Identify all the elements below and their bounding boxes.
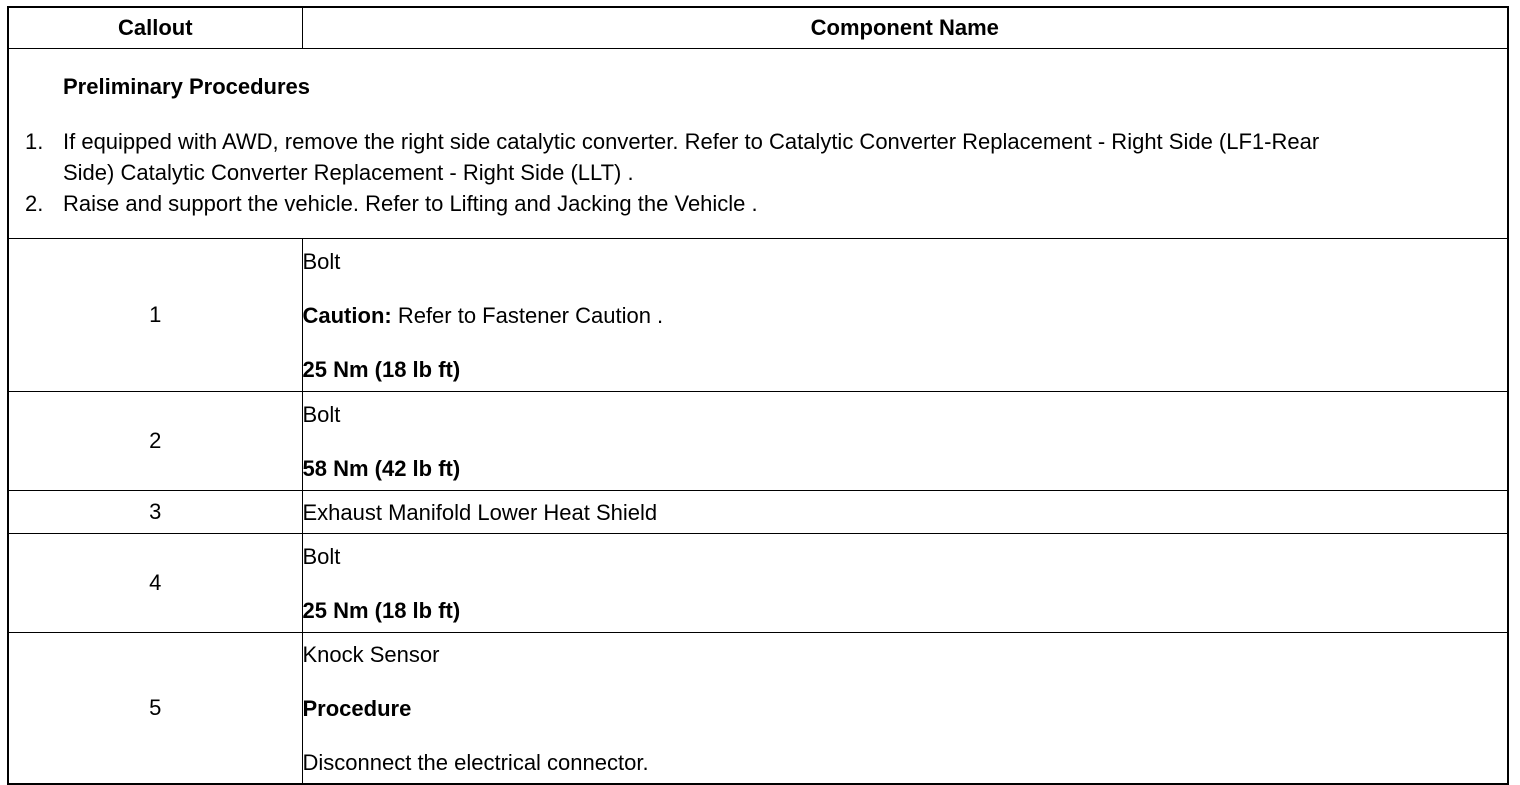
preliminary-row <box>8 49 1508 239</box>
preliminary-title: Preliminary Procedures <box>63 73 311 99</box>
callout-number: 5 <box>8 633 302 785</box>
caution-note <box>303 302 1508 329</box>
step-text <box>63 126 1495 188</box>
component-cell <box>302 633 1508 785</box>
preliminary-step <box>25 188 1495 219</box>
preliminary-step <box>25 126 1495 188</box>
preliminary-steps <box>25 126 1495 219</box>
component-cell <box>302 491 1508 534</box>
component-name: Bolt <box>302 401 341 427</box>
table-row <box>8 491 1508 534</box>
step-text: Raise and support the vehicle. Refer to Lifting and Jacking the Vehicle . <box>63 190 758 216</box>
callout-table <box>7 6 1509 785</box>
callout-number: 3 <box>8 491 302 534</box>
step-text-line: Side) Catalytic Converter Replacement - Right Side (LLT) . <box>63 159 634 185</box>
table-row <box>8 633 1508 785</box>
component-name: Knock Sensor <box>302 641 440 667</box>
component-cell <box>302 392 1508 491</box>
header-row <box>8 7 1508 49</box>
step-number: 1. <box>25 128 44 154</box>
preliminary-cell <box>8 49 1508 239</box>
callout-number: 2 <box>8 392 302 491</box>
caution-label: Caution: <box>302 302 392 328</box>
table-row <box>8 534 1508 633</box>
table-row <box>8 392 1508 491</box>
table-row <box>8 239 1508 392</box>
step-number: 2. <box>25 190 44 216</box>
component-cell <box>302 239 1508 392</box>
callout-number: 1 <box>8 239 302 392</box>
component-name: Exhaust Manifold Lower Heat Shield <box>302 499 658 525</box>
procedure-label: Procedure <box>302 695 412 721</box>
step-text-line: If equipped with AWD, remove the right side catalytic converter. Refer to Catalytic Converter Replacement - Right Side (LF1-Rear <box>63 128 1320 154</box>
component-name: Bolt <box>302 248 341 274</box>
torque-spec: 25 Nm (18 lb ft) <box>302 356 461 382</box>
component-name: Bolt <box>302 543 341 569</box>
torque-spec: 58 Nm (42 lb ft) <box>302 455 461 481</box>
component-cell <box>302 534 1508 633</box>
procedure-text: Disconnect the electrical connector. <box>302 749 649 775</box>
header-component-name: Component Name <box>302 7 1508 49</box>
caution-text: Refer to Fastener Caution . <box>391 302 664 328</box>
header-callout: Callout <box>8 7 302 49</box>
callout-number: 4 <box>8 534 302 633</box>
torque-spec: 25 Nm (18 lb ft) <box>302 597 461 623</box>
